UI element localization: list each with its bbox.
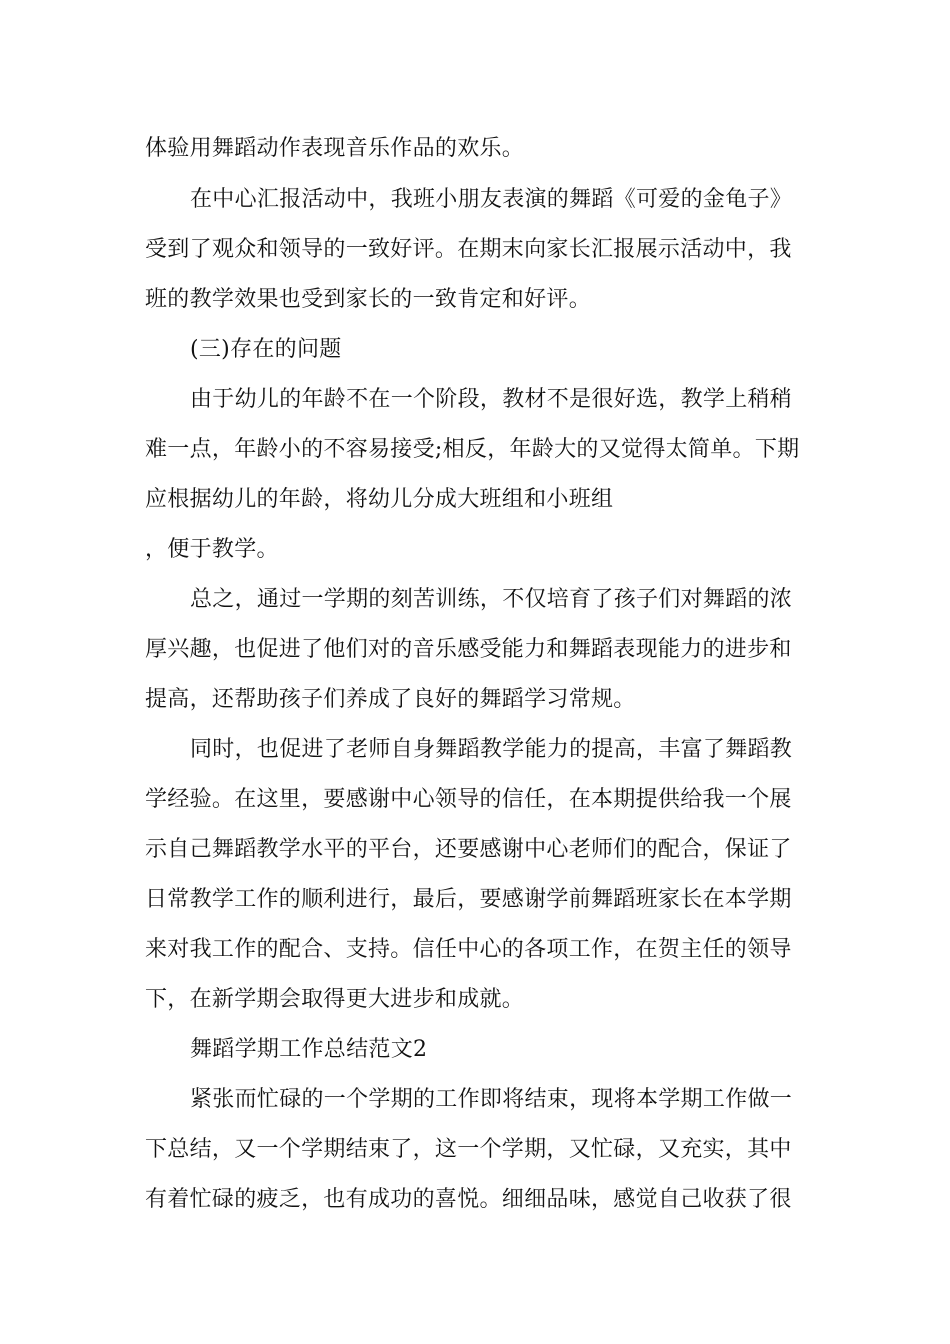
- text-line: 由于幼儿的年龄不在一个阶段，教材不是很好选，教学上稍稍: [190, 387, 793, 412]
- text-line: 下总结，又一个学期结束了，这一个学期，又忙碌，又充实，其中: [145, 1137, 792, 1162]
- text-line: 日常教学工作的顺利进行，最后，要感谢学前舞蹈班家长在本学期: [145, 887, 792, 912]
- section-heading: (三)存在的问题: [190, 337, 342, 362]
- text-line: 在中心汇报活动中，我班小朋友表演的舞蹈《可爱的金龟子》: [190, 187, 793, 212]
- text-line: 受到了观众和领导的一致好评。在期末向家长汇报展示活动中，我: [145, 237, 792, 262]
- text-line: 示自己舞蹈教学水平的平台，还要感谢中心老师们的配合，保证了: [145, 837, 792, 862]
- text-line: 厚兴趣，也促进了他们对的音乐感受能力和舞蹈表现能力的进步和: [145, 637, 792, 662]
- text-line: 学经验。在这里，要感谢中心领导的信任，在本期提供给我一个展: [145, 787, 792, 812]
- text-line: 提高，还帮助孩子们养成了良好的舞蹈学习常规。: [145, 687, 636, 712]
- text-line: 来对我工作的配合、支持。信任中心的各项工作，在贺主任的领导: [145, 937, 792, 962]
- text-line: 应根据幼儿的年龄，将幼儿分成大班组和小班组: [145, 487, 614, 512]
- text-line: 班的教学效果也受到家长的一致肯定和好评。: [145, 287, 592, 312]
- text-line: 紧张而忙碌的一个学期的工作即将结束，现将本学期工作做一: [190, 1087, 793, 1112]
- text-line: 总之，通过一学期的刻苦训练，不仅培育了孩子们对舞蹈的浓: [190, 587, 793, 612]
- text-line: 有着忙碌的疲乏，也有成功的喜悦。细细品味，感觉自己收获了很: [145, 1187, 792, 1212]
- text-line: ，便于教学。: [145, 537, 279, 562]
- subtitle-heading: 舞蹈学期工作总结范文2: [190, 1037, 428, 1062]
- text-line: 下，在新学期会取得更大进步和成就。: [145, 987, 525, 1012]
- text-line: 同时，也促进了老师自身舞蹈教学能力的提高，丰富了舞蹈教: [190, 737, 793, 762]
- text-line: 体验用舞蹈动作表现音乐作品的欢乐。: [145, 136, 525, 161]
- text-line: 难一点，年龄小的不容易接受;相反，年龄大的又觉得太简单。下期: [145, 437, 800, 462]
